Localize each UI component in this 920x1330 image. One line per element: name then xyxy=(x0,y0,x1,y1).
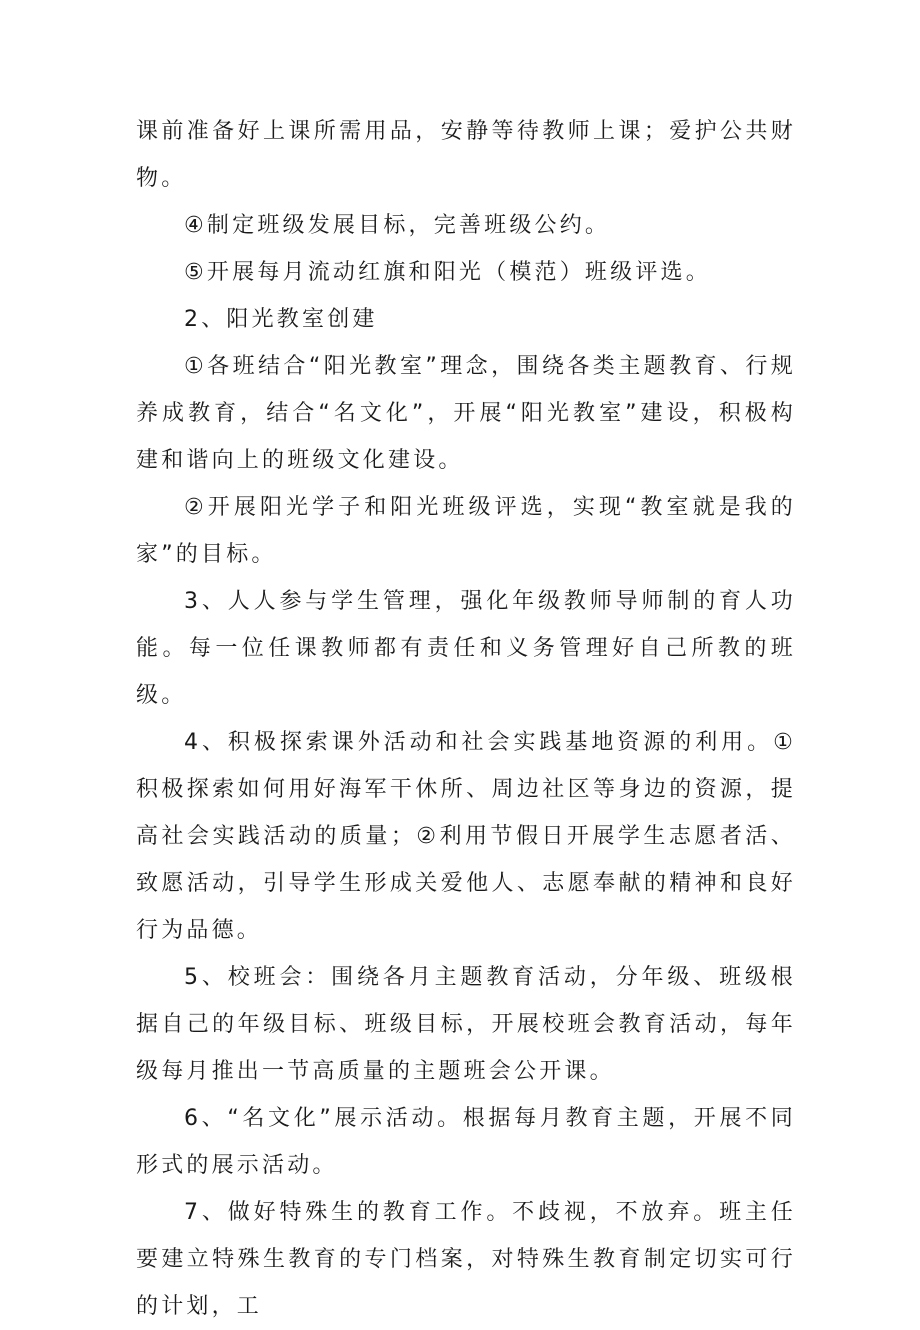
section-heading-sunshine-classroom: 2、阳光教室创建 xyxy=(184,307,378,332)
paragraph-sunshine-classroom-1: ①各班结合“阳光教室”理念，围绕各类主题教育、行规养成教育，结合“名文化”，开展“阳光教室”建设，积极构建和谐向上的班级文化建设。 xyxy=(136,354,796,473)
paragraph-section-3: 3、人人参与学生管理，强化年级教师导师制的育人功能。每一位任课教师都有责任和义务管理好自己所教的班级。 xyxy=(136,589,796,708)
paragraph-section-7: 7、做好特殊生的教育工作。不歧视，不放弃。班主任要建立特殊生教育的专门档案，对特殊生教育制定切实可行的计划，工 xyxy=(136,1200,796,1319)
document-body xyxy=(136,108,796,1330)
paragraph-section-6: 6、“名文化”展示活动。根据每月教育主题，开展不同形式的展示活动。 xyxy=(136,1106,796,1178)
paragraph-continuation: 课前准备好上课所需用品，安静等待教师上课；爱护公共财物。 xyxy=(136,119,796,191)
paragraph-section-4: 4、积极探索课外活动和社会实践基地资源的利用。①积极探索如何用好海军干休所、周边社区等身边的资源，提高社会实践活动的质量；②利用节假日开展学生志愿者活、致愿活动，引导学生形成关爱他人、志愿奉献的精神和良好行为品德。 xyxy=(136,730,796,943)
paragraph-section-5: 5、校班会：围绕各月主题教育活动，分年级、班级根据自己的年级目标、班级目标，开展校班会教育活动，每年级每月推出一节高质量的主题班会公开课。 xyxy=(136,965,796,1084)
paragraph-item-5: ⑤开展每月流动红旗和阳光（模范）班级评选。 xyxy=(184,260,711,285)
paragraph-item-4: ④制定班级发展目标，完善班级公约。 xyxy=(184,213,611,238)
paragraph-sunshine-classroom-2: ②开展阳光学子和阳光班级评选，实现“教室就是我的家”的目标。 xyxy=(136,495,796,567)
